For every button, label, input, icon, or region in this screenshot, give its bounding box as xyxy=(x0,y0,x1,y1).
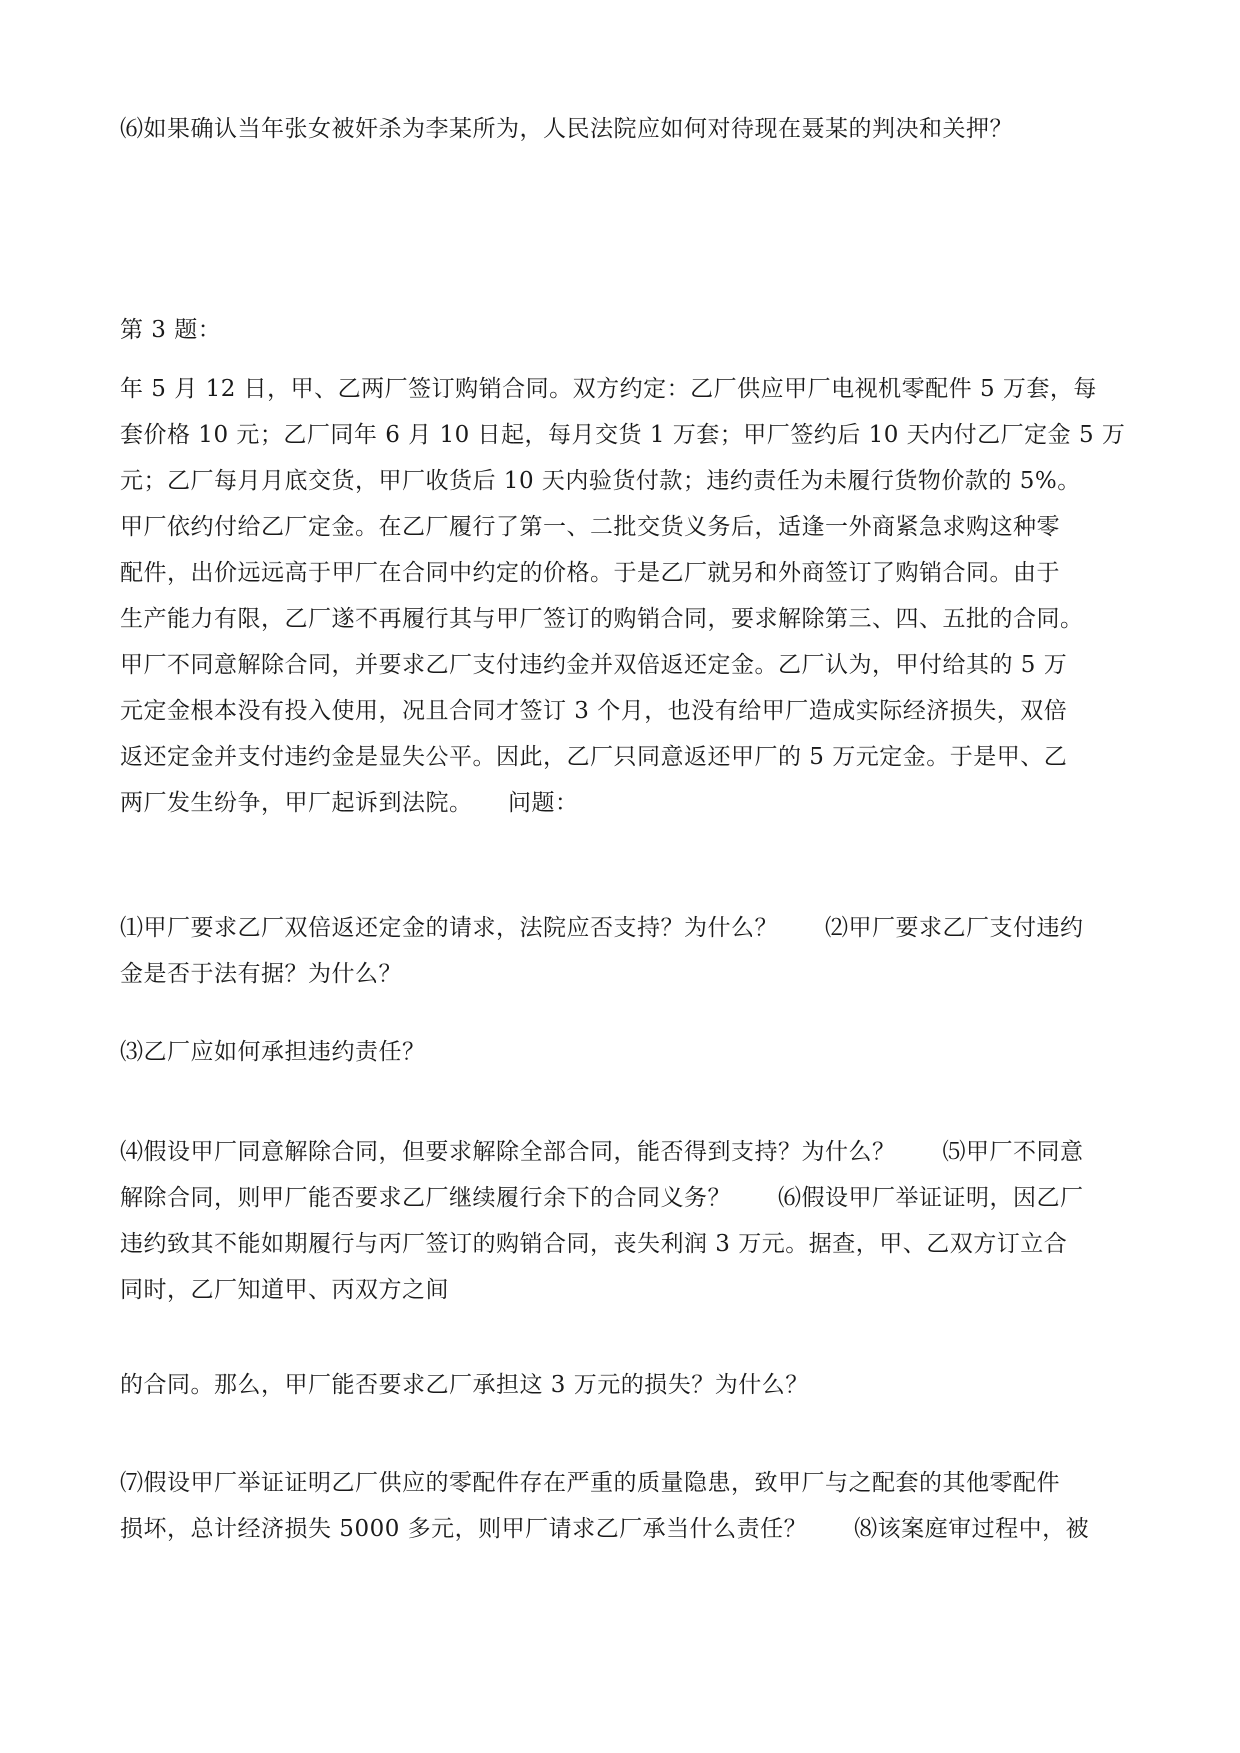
text-line: 甲厂依约付给乙厂定金。在乙厂履行了第一、二批交货义务后，适逢一外商紧急求购这种零 xyxy=(120,514,1060,540)
case-facts-paragraph xyxy=(120,366,1130,826)
text-line: 两厂发生纷争，甲厂起诉到法院。 问题： xyxy=(120,790,579,816)
text-line: 返还定金并支付违约金是显失公平。因此，乙厂只同意返还甲厂的 5 万元定金。于是甲、乙 xyxy=(120,744,1068,770)
text-line: 违约致其不能如期履行与丙厂签订的购销合同，丧失利润 3 万元。据查，甲、乙双方订立合 xyxy=(120,1231,1068,1257)
text-line: 套价格 10 元；乙厂同年 6 月 10 日起，每月交货 1 万套；甲厂签约后 10 天内付乙厂定金 5 万 xyxy=(120,422,1126,448)
text-line: 的合同。那么，甲厂能否要求乙厂承担这 3 万元的损失？为什么？ xyxy=(120,1372,809,1398)
questions-1-2-paragraph xyxy=(120,905,1130,997)
text-line: 损坏，总计经济损失 5000 多元，则甲厂请求乙厂承当什么责任？ ⑻该案庭审过程中，被 xyxy=(120,1516,1090,1542)
text-line: 配件，出价远远高于甲厂在合同中约定的价格。于是乙厂就另和外商签订了购销合同。由于 xyxy=(120,560,1060,586)
question-3-paragraph xyxy=(120,1029,1130,1075)
section-heading xyxy=(120,307,1130,353)
text-line: 年 5 月 12 日，甲、乙两厂签订购销合同。双方约定：乙厂供应甲厂电视机零配件 5 万套，每 xyxy=(120,376,1097,402)
question-6-paragraph xyxy=(120,106,1130,152)
text-line: 同时，乙厂知道甲、丙双方之间 xyxy=(120,1277,449,1303)
heading-text: 第 3 题： xyxy=(120,317,222,343)
text-line: ⑺假设甲厂举证证明乙厂供应的零配件存在严重的质量隐患，致甲厂与之配套的其他零配件 xyxy=(120,1470,1060,1496)
text-line: ⑴甲厂要求乙厂双倍返还定金的请求，法院应否支持？为什么？ ⑵甲厂要求乙厂支付违约 xyxy=(120,915,1084,941)
text-line: 元；乙厂每月月底交货，甲厂收货后 10 天内验货付款；违约责任为未履行货物价款的 5%。 xyxy=(120,468,1081,494)
text-line: 甲厂不同意解除合同，并要求乙厂支付违约金并双倍返还定金。乙厂认为，甲付给其的 5 万 xyxy=(120,652,1068,678)
text-line: ⑷假设甲厂同意解除合同，但要求解除全部合同，能否得到支持？为什么？ ⑸甲厂不同意 xyxy=(120,1139,1084,1165)
questions-7-8-paragraph xyxy=(120,1460,1130,1552)
text-line: 金是否于法有据？为什么？ xyxy=(120,961,402,987)
text-line: 生产能力有限，乙厂遂不再履行其与甲厂签订的购销合同，要求解除第三、四、五批的合同。 xyxy=(120,606,1084,632)
text-line: 解除合同，则甲厂能否要求乙厂继续履行余下的合同义务？ ⑹假设甲厂举证证明，因乙厂 xyxy=(120,1185,1084,1211)
question-6-continued-paragraph xyxy=(120,1362,1130,1408)
text-line: ⑶乙厂应如何承担违约责任？ xyxy=(120,1039,426,1065)
questions-4-6-paragraph xyxy=(120,1129,1130,1313)
text-line: 元定金根本没有投入使用，况且合同才签订 3 个月，也没有给甲厂造成实际经济损失，双倍 xyxy=(120,698,1068,724)
text-line: ⑹如果确认当年张女被奸杀为李某所为，人民法院应如何对待现在聂某的判决和关押？ xyxy=(120,116,1013,142)
